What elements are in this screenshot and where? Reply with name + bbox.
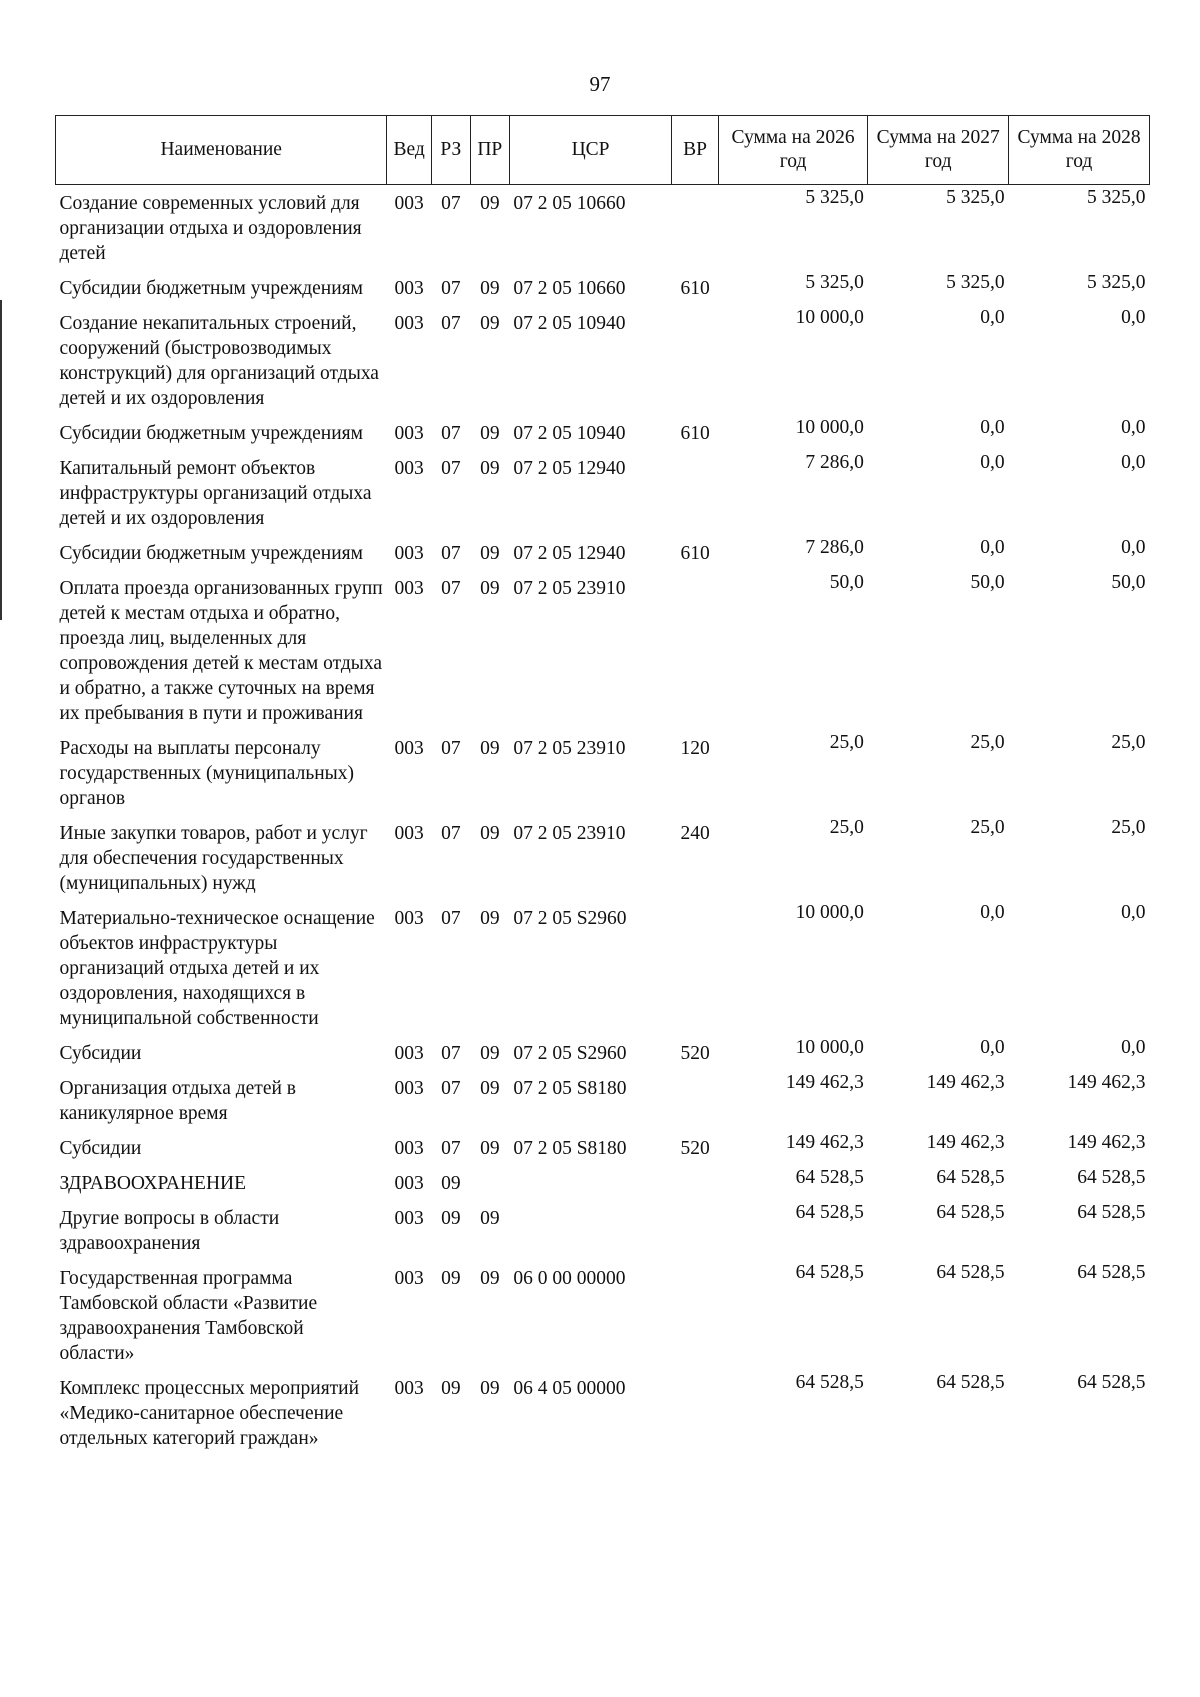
cell-sum-2027	[868, 570, 1009, 730]
cell-csr	[509, 1165, 671, 1200]
cell-rz: 07	[441, 738, 461, 759]
cell-vr: 120	[680, 738, 710, 759]
cell-sum-2027	[868, 305, 1009, 415]
cell-csr: 06 0 00 00000	[513, 1268, 626, 1289]
cell-sum-2026	[718, 900, 867, 1035]
cell-ved: 003	[394, 543, 424, 564]
cell-pr: 09	[480, 1078, 500, 1099]
table-row	[56, 450, 1150, 535]
cell-sum-2027-value: 0,0	[980, 1037, 1005, 1058]
cell-name: Комплекс процессных мероприятий «Медико-санитарное обеспечение отдельных категорий граждан»	[59, 1378, 360, 1449]
cell-sum-2027-value: 0,0	[980, 307, 1005, 328]
cell-sum-2027	[868, 270, 1009, 305]
cell-pr: 09	[480, 1208, 500, 1229]
header-sum-2027: Сумма на 2027 год	[868, 116, 1009, 185]
cell-sum-2028	[1009, 1130, 1150, 1165]
cell-sum-2028	[1009, 270, 1150, 305]
cell-sum-2028	[1009, 415, 1150, 450]
cell-rz: 07	[441, 578, 461, 599]
cell-sum-2028-value: 64 528,5	[1077, 1202, 1146, 1223]
cell-sum-2027	[868, 415, 1009, 450]
cell-sum-2027-value: 0,0	[980, 902, 1005, 923]
cell-name: Создание современных условий для организации отдыха и оздоровления детей	[59, 193, 362, 264]
cell-ved: 003	[394, 1378, 424, 1399]
cell-sum-2028	[1009, 570, 1150, 730]
cell-sum-2027-value: 5 325,0	[946, 187, 1005, 208]
cell-sum-2026-value: 25,0	[829, 732, 864, 753]
cell-csr	[509, 1200, 671, 1260]
cell-sum-2027-value: 64 528,5	[936, 1167, 1005, 1188]
cell-sum-2027	[868, 1035, 1009, 1070]
table-row	[56, 900, 1150, 1035]
cell-sum-2028-value: 0,0	[1121, 417, 1146, 438]
cell-sum-2028	[1009, 730, 1150, 815]
cell-sum-2026	[718, 270, 867, 305]
table-body	[56, 185, 1150, 1456]
cell-sum-2026-value: 5 325,0	[805, 187, 864, 208]
cell-sum-2027	[868, 900, 1009, 1035]
cell-csr: 07 2 05 23910	[513, 578, 626, 599]
cell-sum-2028	[1009, 1200, 1150, 1260]
cell-csr: 07 2 05 12940	[513, 458, 626, 479]
table-row	[56, 185, 1150, 271]
cell-sum-2027	[868, 535, 1009, 570]
cell-sum-2028	[1009, 1260, 1150, 1370]
cell-ved: 003	[394, 278, 424, 299]
cell-rz: 07	[441, 908, 461, 929]
cell-vr: 610	[680, 423, 710, 444]
cell-pr: 09	[480, 458, 500, 479]
cell-name: Субсидии бюджетным учреждениям	[59, 423, 363, 444]
cell-vr	[672, 900, 719, 1035]
cell-ved: 003	[394, 193, 424, 214]
cell-vr	[672, 1260, 719, 1370]
cell-sum-2028-value: 149 462,3	[1067, 1072, 1146, 1093]
cell-ved: 003	[394, 1208, 424, 1229]
cell-name: Государственная программа Тамбовской области «Развитие здравоохранения Тамбовской области»	[59, 1268, 318, 1364]
cell-sum-2026	[718, 1260, 867, 1370]
cell-sum-2028-value: 0,0	[1121, 1037, 1146, 1058]
cell-rz: 09	[441, 1208, 461, 1229]
cell-rz: 09	[441, 1268, 461, 1289]
cell-sum-2028-value: 5 325,0	[1087, 272, 1146, 293]
cell-pr	[470, 1165, 509, 1200]
cell-vr	[672, 1165, 719, 1200]
cell-sum-2027-value: 64 528,5	[936, 1372, 1005, 1393]
header-vr: ВР	[672, 116, 719, 185]
cell-sum-2027-value: 50,0	[970, 572, 1005, 593]
header-ved: Вед	[387, 116, 431, 185]
cell-sum-2026	[718, 1200, 867, 1260]
cell-rz: 07	[441, 193, 461, 214]
cell-ved: 003	[394, 1078, 424, 1099]
cell-sum-2027	[868, 1165, 1009, 1200]
cell-sum-2028-value: 25,0	[1111, 732, 1146, 753]
cell-sum-2026-value: 25,0	[829, 817, 864, 838]
cell-rz: 07	[441, 1043, 461, 1064]
cell-ved: 003	[394, 1138, 424, 1159]
cell-csr: 07 2 05 12940	[513, 543, 626, 564]
table-row	[56, 570, 1150, 730]
cell-sum-2027-value: 0,0	[980, 452, 1005, 473]
cell-sum-2028-value: 64 528,5	[1077, 1167, 1146, 1188]
table-row	[56, 1200, 1150, 1260]
cell-ved: 003	[394, 823, 424, 844]
cell-vr: 520	[680, 1043, 710, 1064]
header-sum-2028: Сумма на 2028 год	[1009, 116, 1150, 185]
header-rz: РЗ	[431, 116, 470, 185]
cell-sum-2027	[868, 1130, 1009, 1165]
cell-sum-2028	[1009, 1035, 1150, 1070]
cell-csr: 07 2 05 S2960	[513, 1043, 627, 1064]
cell-pr: 09	[480, 1378, 500, 1399]
table-row	[56, 815, 1150, 900]
cell-sum-2026-value: 64 528,5	[795, 1167, 864, 1188]
cell-name: Иные закупки товаров, работ и услуг для обеспечения государственных (муниципальных) нужд	[59, 823, 368, 894]
cell-rz: 07	[441, 543, 461, 564]
cell-pr: 09	[480, 578, 500, 599]
cell-sum-2028	[1009, 1370, 1150, 1455]
cell-pr: 09	[480, 278, 500, 299]
cell-pr: 09	[480, 1268, 500, 1289]
table-row	[56, 270, 1150, 305]
cell-sum-2027-value: 25,0	[970, 732, 1005, 753]
cell-sum-2028-value: 149 462,3	[1067, 1132, 1146, 1153]
cell-vr: 520	[680, 1138, 710, 1159]
cell-sum-2028-value: 64 528,5	[1077, 1372, 1146, 1393]
cell-csr: 07 2 05 S8180	[513, 1078, 627, 1099]
cell-vr	[672, 450, 719, 535]
cell-vr: 610	[680, 543, 710, 564]
cell-csr: 07 2 05 S8180	[513, 1138, 627, 1159]
table-row	[56, 1070, 1150, 1130]
table-row	[56, 1260, 1150, 1370]
cell-sum-2026	[718, 570, 867, 730]
cell-name: ЗДРАВООХРАНЕНИЕ	[59, 1173, 247, 1194]
cell-sum-2027	[868, 450, 1009, 535]
cell-pr: 09	[480, 423, 500, 444]
cell-sum-2027	[868, 815, 1009, 900]
cell-ved: 003	[394, 1268, 424, 1289]
cell-vr	[672, 570, 719, 730]
cell-sum-2027-value: 64 528,5	[936, 1262, 1005, 1283]
cell-pr: 09	[480, 543, 500, 564]
cell-pr: 09	[480, 738, 500, 759]
cell-sum-2026	[718, 535, 867, 570]
cell-sum-2027	[868, 730, 1009, 815]
cell-sum-2028	[1009, 1070, 1150, 1130]
cell-name: Создание некапитальных строений, сооружений (быстровозводимых конструкций) для организаций отдыха детей и их оздоровления	[59, 313, 379, 409]
cell-sum-2026-value: 10 000,0	[795, 307, 864, 328]
cell-name: Оплата проезда организованных групп детей к местам отдыха и обратно, проезда лиц, выделенных для сопровождения детей к местам отдыха и обратно, а также суточных на время их пребывания в пути и проживания	[59, 578, 383, 724]
header-name: Наименование	[56, 116, 387, 185]
cell-ved: 003	[394, 1173, 424, 1194]
cell-sum-2028-value: 0,0	[1121, 902, 1146, 923]
cell-sum-2028	[1009, 450, 1150, 535]
cell-sum-2026-value: 10 000,0	[795, 417, 864, 438]
table-row	[56, 1130, 1150, 1165]
cell-sum-2026	[718, 1070, 867, 1130]
cell-name: Капитальный ремонт объектов инфраструктуры организаций отдыха детей и их оздоровления	[59, 458, 372, 529]
cell-sum-2027-value: 64 528,5	[936, 1202, 1005, 1223]
cell-pr: 09	[480, 313, 500, 334]
cell-sum-2026-value: 10 000,0	[795, 902, 864, 923]
table-row	[56, 1035, 1150, 1070]
cell-rz: 07	[441, 1138, 461, 1159]
cell-sum-2026	[718, 305, 867, 415]
cell-sum-2027	[868, 1370, 1009, 1455]
cell-sum-2028	[1009, 185, 1150, 271]
cell-sum-2028-value: 50,0	[1111, 572, 1146, 593]
budget-table	[55, 115, 1150, 1455]
cell-sum-2028	[1009, 305, 1150, 415]
cell-sum-2026-value: 50,0	[829, 572, 864, 593]
cell-rz: 09	[441, 1173, 461, 1194]
cell-sum-2026	[718, 1130, 867, 1165]
table-row	[56, 305, 1150, 415]
cell-sum-2027-value: 149 462,3	[926, 1132, 1005, 1153]
cell-rz: 07	[441, 313, 461, 334]
cell-rz: 09	[441, 1378, 461, 1399]
cell-name: Субсидии	[59, 1138, 142, 1159]
cell-sum-2026	[718, 185, 867, 271]
cell-name: Расходы на выплаты персоналу государственных (муниципальных) органов	[59, 738, 355, 809]
cell-name: Субсидии бюджетным учреждениям	[59, 278, 363, 299]
cell-rz: 07	[441, 278, 461, 299]
cell-sum-2028-value: 5 325,0	[1087, 187, 1146, 208]
cell-sum-2026-value: 64 528,5	[795, 1262, 864, 1283]
table-header-row	[56, 116, 1150, 185]
cell-sum-2027-value: 0,0	[980, 537, 1005, 558]
cell-csr: 06 4 05 00000	[513, 1378, 626, 1399]
cell-rz: 07	[441, 458, 461, 479]
table-row	[56, 1370, 1150, 1455]
cell-sum-2026	[718, 415, 867, 450]
table-row	[56, 730, 1150, 815]
cell-sum-2027	[868, 1260, 1009, 1370]
cell-sum-2028-value: 0,0	[1121, 537, 1146, 558]
cell-csr: 07 2 05 10940	[513, 423, 626, 444]
cell-sum-2026-value: 10 000,0	[795, 1037, 864, 1058]
cell-vr	[672, 305, 719, 415]
cell-csr: 07 2 05 23910	[513, 823, 626, 844]
cell-sum-2026	[718, 450, 867, 535]
cell-name: Субсидии бюджетным учреждениям	[59, 543, 363, 564]
cell-name: Организация отдыха детей в каникулярное время	[59, 1078, 297, 1124]
cell-sum-2028	[1009, 1165, 1150, 1200]
cell-rz: 07	[441, 423, 461, 444]
cell-ved: 003	[394, 578, 424, 599]
cell-vr: 610	[680, 278, 710, 299]
cell-ved: 003	[394, 1043, 424, 1064]
cell-ved: 003	[394, 738, 424, 759]
cell-sum-2026-value: 7 286,0	[805, 452, 864, 473]
table-row	[56, 535, 1150, 570]
cell-ved: 003	[394, 313, 424, 334]
scan-edge-line	[0, 300, 2, 620]
cell-sum-2026-value: 149 462,3	[785, 1072, 864, 1093]
cell-sum-2026	[718, 1370, 867, 1455]
cell-ved: 003	[394, 908, 424, 929]
cell-sum-2028-value: 25,0	[1111, 817, 1146, 838]
cell-sum-2026-value: 7 286,0	[805, 537, 864, 558]
cell-sum-2027-value: 0,0	[980, 417, 1005, 438]
cell-csr: 07 2 05 S2960	[513, 908, 627, 929]
cell-sum-2028-value: 0,0	[1121, 452, 1146, 473]
cell-csr: 07 2 05 10660	[513, 193, 626, 214]
cell-csr: 07 2 05 10940	[513, 313, 626, 334]
cell-sum-2026	[718, 815, 867, 900]
cell-sum-2026	[718, 1035, 867, 1070]
table-row	[56, 415, 1150, 450]
cell-sum-2027-value: 149 462,3	[926, 1072, 1005, 1093]
cell-name: Материально-техническое оснащение объектов инфраструктуры организаций отдыха детей и их оздоровления, находящихся в муниципальной собственности	[59, 908, 375, 1029]
cell-pr: 09	[480, 193, 500, 214]
cell-rz: 07	[441, 1078, 461, 1099]
header-sum-2026: Сумма на 2026 год	[718, 116, 867, 185]
cell-sum-2026	[718, 730, 867, 815]
cell-pr: 09	[480, 908, 500, 929]
cell-vr: 240	[680, 823, 710, 844]
cell-sum-2027	[868, 185, 1009, 271]
cell-sum-2028	[1009, 815, 1150, 900]
cell-name: Другие вопросы в области здравоохранения	[59, 1208, 280, 1254]
cell-pr: 09	[480, 1138, 500, 1159]
cell-csr: 07 2 05 23910	[513, 738, 626, 759]
cell-sum-2028-value: 0,0	[1121, 307, 1146, 328]
cell-sum-2026-value: 64 528,5	[795, 1202, 864, 1223]
cell-csr: 07 2 05 10660	[513, 278, 626, 299]
cell-rz: 07	[441, 823, 461, 844]
cell-vr	[672, 1370, 719, 1455]
cell-sum-2026-value: 64 528,5	[795, 1372, 864, 1393]
cell-sum-2027-value: 5 325,0	[946, 272, 1005, 293]
cell-sum-2026	[718, 1165, 867, 1200]
cell-vr	[672, 1200, 719, 1260]
cell-sum-2027	[868, 1200, 1009, 1260]
cell-sum-2026-value: 149 462,3	[785, 1132, 864, 1153]
cell-ved: 003	[394, 458, 424, 479]
cell-sum-2028	[1009, 900, 1150, 1035]
cell-vr	[672, 185, 719, 271]
page-number: 97	[589, 72, 611, 96]
header-csr: ЦСР	[509, 116, 671, 185]
cell-name: Субсидии	[59, 1043, 142, 1064]
header-pr: ПР	[470, 116, 509, 185]
cell-sum-2028	[1009, 535, 1150, 570]
cell-ved: 003	[394, 423, 424, 444]
cell-pr: 09	[480, 1043, 500, 1064]
table-row	[56, 1165, 1150, 1200]
cell-sum-2028-value: 64 528,5	[1077, 1262, 1146, 1283]
cell-sum-2026-value: 5 325,0	[805, 272, 864, 293]
cell-sum-2027	[868, 1070, 1009, 1130]
cell-pr: 09	[480, 823, 500, 844]
cell-vr	[672, 1070, 719, 1130]
cell-sum-2027-value: 25,0	[970, 817, 1005, 838]
